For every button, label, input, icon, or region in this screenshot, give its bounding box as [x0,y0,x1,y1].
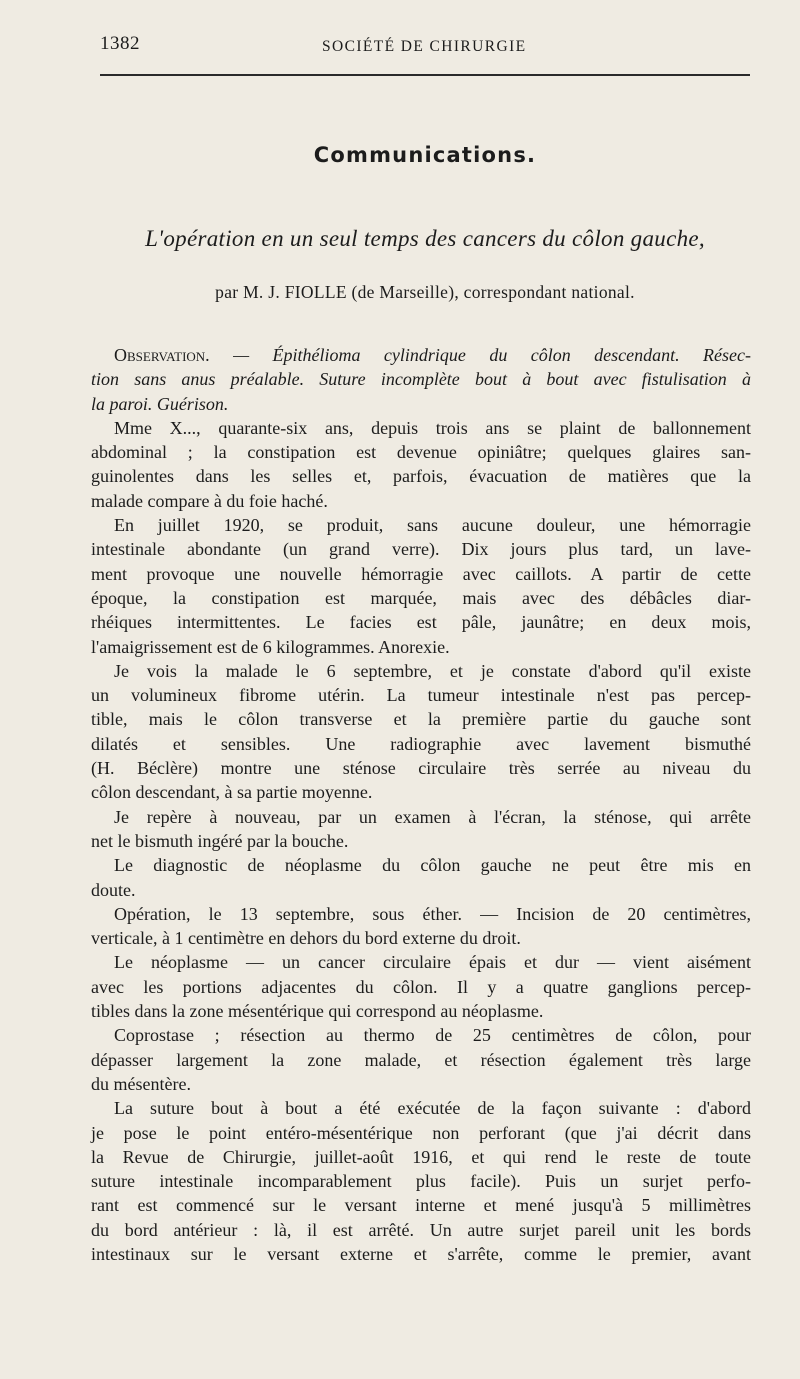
text-line: Je repère à nouveau, par un examen à l'écran, la sténose, qui arrête [114,806,751,827]
text-line: Le diagnostic de néoplasme du côlon gauche ne peut être mis en [114,855,751,876]
text-line [91,343,751,367]
text-line: rant est commencé sur le versant interne et mené jusqu'à 5 millimètres [91,1195,751,1216]
observation-label: Observation. [114,345,210,365]
body-text [91,343,751,1266]
text-line: abdominal ; la constipation est devenue opiniâtre; quelques glaires san- [91,442,751,463]
text-line: malade compare à du foie haché. [91,490,328,511]
text-line: En juillet 1920, se produit, sans aucune douleur, une hémorragie [114,515,751,536]
text-line: époque, la constipation est marquée, mais avec des débâcles diar- [91,587,751,608]
text-line: Mme X..., quarante-six ans, depuis trois ans se plaint de ballonnement [114,417,751,438]
text-line: la Revue de Chirurgie, juillet-août 1916, et qui rend le reste de toute [91,1146,751,1167]
text-line: la paroi. Guérison. [91,393,229,414]
text-line: verticale, à 1 centimètre en dehors du bord externe du droit. [91,928,521,949]
text-line: tion sans anus préalable. Suture incomplète bout à bout avec fistulisation à [91,369,751,390]
text-line: La suture bout à bout a été exécutée de la façon suivante : d'abord [114,1098,751,1119]
text-line: côlon descendant, à sa partie moyenne. [91,782,373,803]
text-line: tibles dans la zone mésentérique qui correspond au néoplasme. [91,1001,544,1022]
text-line: Le néoplasme — un cancer circulaire épais et dur — vient aisément [114,952,751,973]
article-title: L'opération en un seul temps des cancers du côlon gauche, [145,226,705,251]
text-line: dilatés et sensibles. Une radiographie avec lavement bismuthé [91,733,751,754]
text-line: tible, mais le côlon transverse et la première partie du gauche sont [91,709,751,730]
section-title: Communications. [313,143,537,167]
text-line: Je vois la malade le 6 septembre, et je constate d'abord qu'il existe [114,660,751,681]
text-line: (H. Béclère) montre une sténose circulaire très serrée au niveau du [91,758,751,779]
byline: par M. J. FIOLLE (de Marseille), correspondant national. [215,282,635,302]
text-line: ment provoque une nouvelle hémorragie avec caillots. A partir de cette [91,563,751,584]
text-line: intestinale abondante (un grand verre). Dix jours plus tard, un lave- [91,539,751,560]
text-line: je pose le point entéro-mésentérique non perforant (que j'ai décrit dans [91,1122,751,1143]
text-line: dépasser largement la zone malade, et résection également très large [91,1049,751,1070]
text-line: suture intestinale incomparablement plus facile). Puis un surjet perfo- [91,1171,751,1192]
page-number: 1382 [100,33,140,54]
text-line: intestinaux sur le versant externe et s'arrête, comme le premier, avant [91,1243,751,1264]
header-rule [100,74,750,76]
text-line: du bord antérieur : là, il est arrêté. Un autre surjet pareil unit les bords [91,1219,751,1240]
text-line: Opération, le 13 septembre, sous éther. — Incision de 20 centimètres, [114,903,751,924]
running-title: SOCIÉTÉ DE CHIRURGIE [322,38,527,55]
text-line: un volumineux fibrome utérin. La tumeur intestinale n'est pas percep- [91,685,751,706]
text-line: rhéiques intermittentes. Le facies est pâle, jaunâtre; en deux mois, [91,612,751,633]
text-line: du mésentère. [91,1073,191,1094]
text-line: doute. [91,879,136,900]
text-line: avec les portions adjacentes du côlon. Il y a quatre ganglions percep- [91,976,751,997]
observation-summary: — Épithélioma cylindrique du côlon descendant. Résec- [209,345,751,365]
text-line: l'amaigrissement est de 6 kilogrammes. Anorexie. [91,636,450,657]
text-line: Coprostase ; résection au thermo de 25 centimètres de côlon, pour [114,1025,751,1046]
text-line: net le bismuth ingéré par la bouche. [91,830,349,851]
text-line: guinolentes dans les selles et, parfois, évacuation de matières que la [91,466,751,487]
